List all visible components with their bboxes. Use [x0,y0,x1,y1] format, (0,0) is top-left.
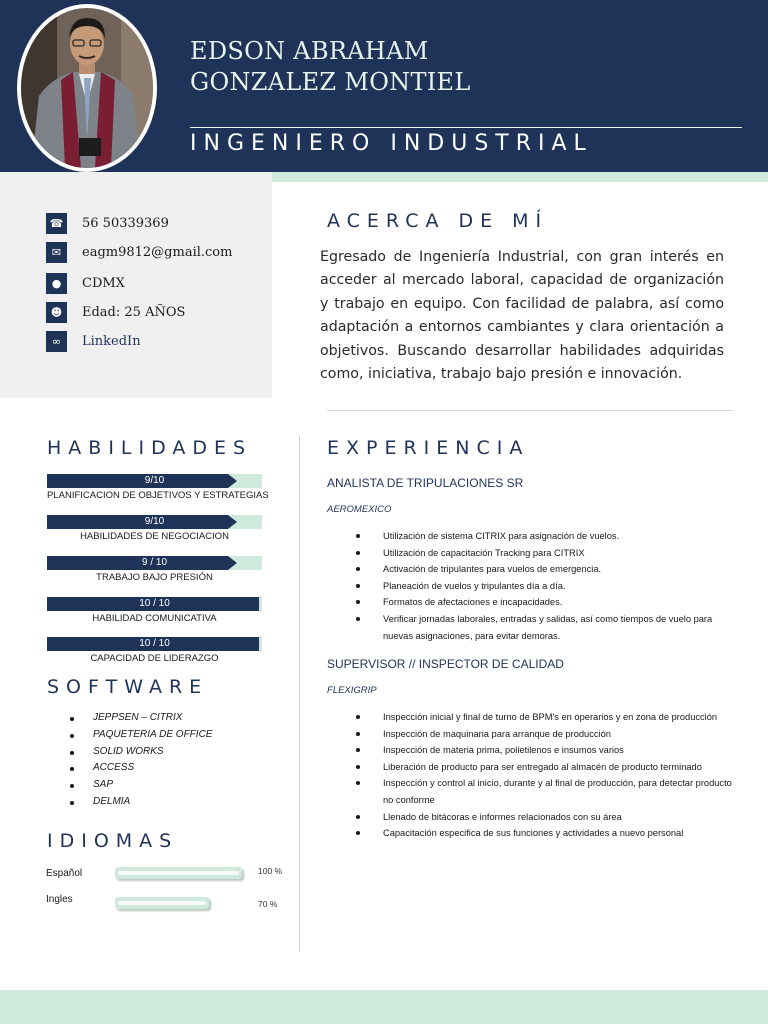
contact-age [46,302,185,323]
skill-score: 9 / 10 [141,557,168,568]
skill-item [47,474,269,501]
skill-name: HABILIDAD COMUNICATIVA [92,613,217,624]
list-item: DELMIA [70,796,212,813]
skill-bar [47,474,262,488]
list-item: Utilización de sistema CITRIX para asignación de vuelos. [355,528,740,545]
about-text: Egresado de Ingeniería Industrial, con gran interés en acceder al mercado laboral, capacidad de organización y trabajo en equipo. Con facilidad de palabra, así como adaptación a entornos cambiantes y clara orientación a objetivos. Buscando desarrollar habilidades adquiridas como, iniciativa, trabajo bajo presión e innovación. [320,249,724,383]
language-bar [115,867,242,879]
list-item: Inspección y control al inicio, durante y al final de producción, para detectar producto no conforme [355,775,740,808]
candidate-name [190,36,590,98]
language-bar [115,897,209,909]
job-bullets [355,528,740,644]
contact-phone [46,213,169,234]
language-name: Español [46,868,83,879]
contact-email [46,242,232,263]
skill-score: 10 / 10 [139,598,170,609]
skill-bar [47,515,262,529]
company-name: AEROMEXICO [327,504,392,515]
software-heading: SOFTWARE [47,676,209,698]
about-divider [327,410,733,411]
list-item: JEPPSEN – CITRIX [70,712,212,729]
skill-item [47,515,262,542]
phone-icon: ☎ [46,213,67,234]
experience-heading: EXPERIENCIA [327,437,530,459]
language-bar-highlight [118,901,206,905]
person-icon: ☻ [46,302,67,323]
linkedin-link[interactable]: LinkedIn [82,334,141,349]
list-item: SAP [70,779,212,796]
list-item: Capacitación especifica de sus funciones y actividades a nuevo personal [355,825,740,842]
skill-item [47,637,262,664]
skill-item [47,597,262,624]
list-item: Inspección de materia prima, polietilenos e insumos varios [355,742,740,759]
skill-bar [47,556,262,570]
job-title: SUPERVISOR // INSPECTOR DE CALIDAD [327,657,564,671]
language-percent: 100 % [258,866,283,876]
list-item: ACCESS [70,762,212,779]
skill-item [47,556,262,583]
skill-score: 9/10 [144,516,165,527]
column-divider [299,436,300,952]
list-item: PAQUETERIA DE OFFICE [70,729,212,746]
email-address[interactable]: eagm9812@gmail.com [82,245,233,260]
company-name: FLEXIGRIP [327,685,377,696]
footer-band [0,990,768,1024]
link-icon: ∞ [46,331,67,352]
header-accent-strip [272,172,768,182]
list-item: Activación de tripulantes para vuelos de emergencia. [355,561,740,578]
language-name: Ingles [46,894,73,905]
skill-score: 9/10 [144,475,165,486]
skills-heading: HABILIDADES [47,437,253,459]
software-list [70,712,212,813]
language-percent: 70 % [258,899,278,909]
skill-name: PLANIFICACION DE OBJETIVOS Y ESTRATEGIAS [47,490,269,501]
name-line-1: EDSON ABRAHAM [190,37,429,65]
list-item: Liberación de producto para ser entregado al almacén de producto terminado [355,759,740,776]
job-bullets [355,709,740,842]
location-pin-icon: ● [46,273,67,294]
contact-linkedin [46,331,141,352]
skill-bar [47,637,262,651]
location-text: CDMX [82,276,125,291]
skill-name: CAPACIDAD DE LIDERAZGO [90,653,219,664]
skill-bar [47,597,262,611]
header-divider [190,127,742,128]
list-item: Formatos de afectaciones e incapacidades. [355,594,740,611]
list-item: Inspección de maquinaria para arranque de producción [355,726,740,743]
phone-number: 56 50339369 [82,216,169,231]
list-item: Verificar jornadas laborales, entradas y salidas, así como tiempos de vuelo para nuevas asignaciones, para evitar demoras. [355,611,740,644]
portrait-image [21,8,153,168]
job-role-title: INGENIERO INDUSTRIAL [190,131,593,156]
skill-name: HABILIDADES DE NEGOCIACION [80,531,229,542]
mail-icon: ✉ [46,242,67,263]
job-title: ANALISTA DE TRIPULACIONES SR [327,476,524,490]
contact-panel [0,172,272,398]
name-line-2: GONZALEZ MONTIEL [190,68,471,96]
contact-location [46,273,125,294]
about-heading: ACERCA DE MÍ [327,210,549,232]
profile-photo [17,4,157,172]
list-item: SOLID WORKS [70,746,212,763]
list-item: Llenado de bitácoras e informes relacionados con su área [355,809,740,826]
language-bar-highlight [118,871,239,875]
list-item: Utilización de capacitación Tracking para CITRIX [355,545,740,562]
list-item: Planeación de vuelos y tripulantes día a día. [355,578,740,595]
skill-score: 10 / 10 [139,638,170,649]
languages-heading: IDIOMAS [47,830,179,852]
age-text: Edad: 25 AÑOS [82,305,186,320]
skill-name: TRABAJO BAJO PRESIÓN [96,572,213,583]
list-item: Inspección inicial y final de turno de BPM's en operarios y en zona de producción [355,709,740,726]
